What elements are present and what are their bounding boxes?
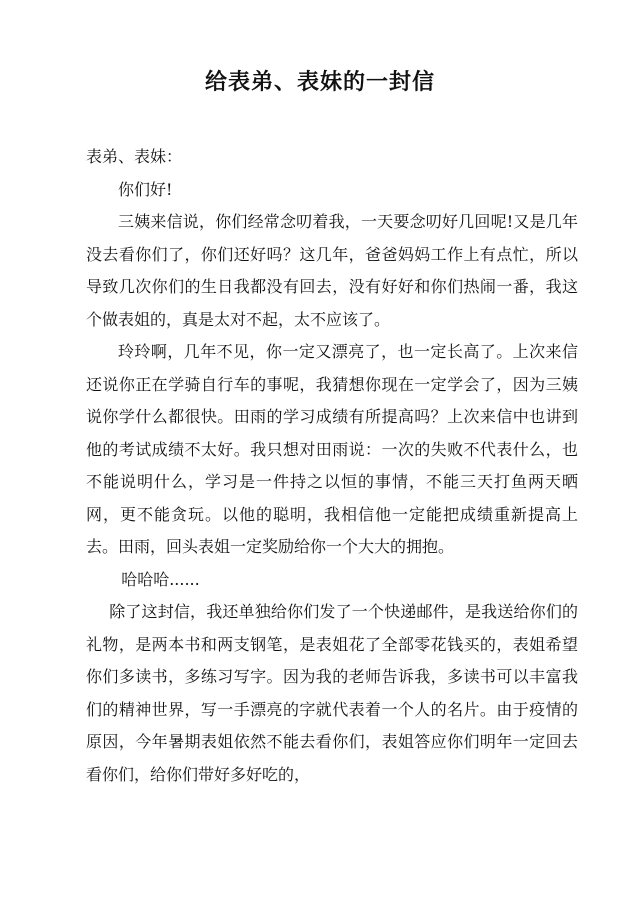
paragraph-3: 除了这封信，我还单独给你们发了一个快递邮件，是我送给你们的礼物，是两本书和两支钢笔，是表姐花了全部零花钱买的，表姐希望你们多读书，多练习写字。因为我的老师告诉我，多读书可以丰富我们的精神世界，写一手漂亮的字就代表着一个人的名片。由于疫情的原因，今年暑期表姐依然不能去看你们，表姐答应你们明年一定回去看你们，给你们带好多好吃的， [86, 602, 578, 784]
laugh-line: 哈哈哈...... [121, 569, 200, 589]
paragraph-1: 三姨来信说，你们经常念叨着我，一天要念叨好几回呢!又是几年没去看你们了，你们还好吗？这几年，爸爸妈妈工作上有点忙，所以导致几次你们的生日我都没有回去，没有好好和你们热闹一番，我这个做表姐的，真是太对不起，太不应该了。 [86, 212, 578, 329]
salutation: 表弟、表妹： [86, 147, 183, 166]
letter-body [86, 141, 578, 791]
letter-title: 给表弟、表妹的一封信 [204, 69, 435, 95]
greeting: 你们好! [118, 179, 173, 199]
paragraph-2: 玲玲啊，几年不见，你一定又漂亮了，也一定长高了。上次来信还说你正在学骑自行车的事呢，我猜想你现在一定学会了，因为三姨说你学什么都很快。田雨的学习成绩有所提高吗？上次来信中也讲到他的考试成绩不太好。我只想对田雨说：一次的失败不代表什么，也不能说明什么，学习是一件持之以恒的事情，不能三天打鱼两天晒网，更不能贪玩。以他的聪明，我相信他一定能把成绩重新提高上去。田雨，回头表姐一定奖励给你一个大大的拥抱。 [86, 342, 578, 556]
